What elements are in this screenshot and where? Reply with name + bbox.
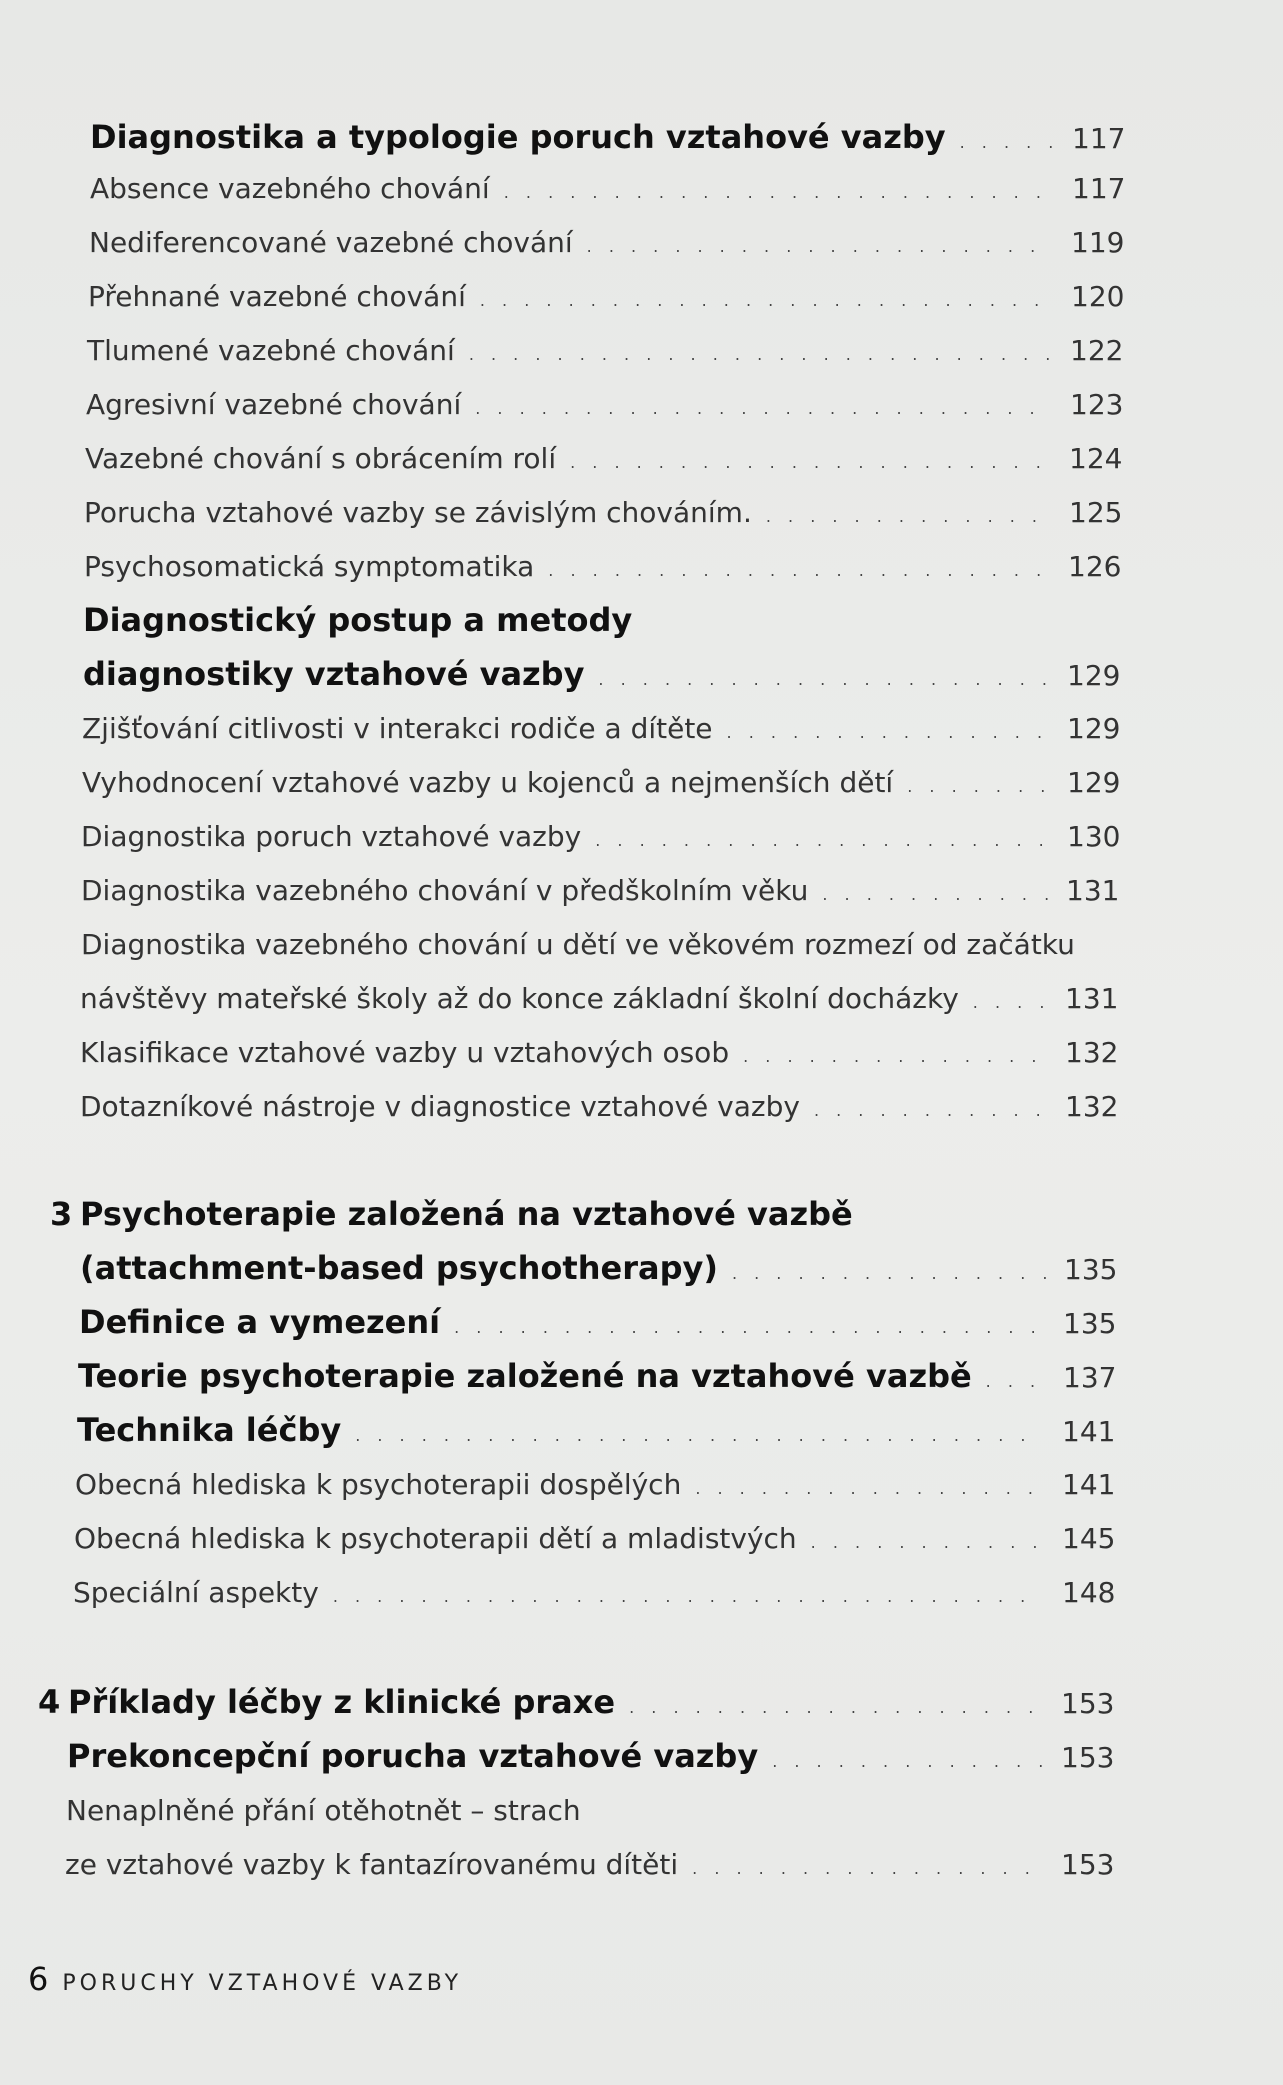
toc-entry bbox=[82, 712, 1121, 745]
toc-page-number: 129 bbox=[1067, 659, 1121, 692]
chapter-title: (attachment-based psychotherapy) bbox=[80, 1249, 718, 1287]
toc-entry bbox=[68, 1683, 1115, 1721]
toc-entry bbox=[83, 655, 1121, 693]
toc-page-number: 122 bbox=[1070, 334, 1124, 367]
toc-subentry: Agresivní vazebné chování bbox=[86, 388, 462, 421]
toc-page-number: 126 bbox=[1068, 550, 1122, 583]
toc-entry bbox=[67, 1737, 1115, 1775]
toc-page-number: 120 bbox=[1071, 280, 1125, 313]
toc-entry bbox=[88, 280, 1125, 313]
leader-dots bbox=[960, 133, 1054, 152]
toc-entry bbox=[80, 982, 1119, 1015]
toc-heading: Teorie psychoterapie založené na vztahové vazbě bbox=[78, 1357, 972, 1395]
toc-page-number: 141 bbox=[1062, 1415, 1116, 1448]
leader-dots bbox=[811, 1533, 1044, 1552]
toc-entry bbox=[82, 766, 1121, 799]
toc-entry bbox=[89, 226, 1125, 259]
toc-page-number: 141 bbox=[1062, 1468, 1116, 1501]
toc-entry bbox=[86, 388, 1124, 421]
leader-dots bbox=[772, 1752, 1043, 1771]
toc-page-number: 123 bbox=[1070, 388, 1124, 421]
toc-entry bbox=[80, 1090, 1119, 1123]
toc-entry bbox=[80, 1036, 1119, 1069]
toc-subentry: Obecná hlediska k psychoterapii dětí a mladistvých bbox=[74, 1522, 797, 1555]
leader-dots bbox=[454, 1318, 1045, 1337]
toc-page-number: 131 bbox=[1065, 982, 1119, 1015]
toc-entry bbox=[85, 442, 1123, 475]
toc-subentry: Psychosomatická symptomatika bbox=[84, 550, 535, 583]
toc-entry bbox=[81, 820, 1121, 853]
toc-page-number: 148 bbox=[1062, 1576, 1116, 1609]
toc-entry bbox=[65, 1848, 1115, 1881]
leader-dots bbox=[480, 291, 1053, 310]
toc-subentry: Speciální aspekty bbox=[73, 1576, 319, 1609]
footer-book-title: PORUCHY VZTAHOVÉ VAZBY bbox=[62, 1971, 463, 1996]
leader-dots bbox=[570, 453, 1051, 472]
leader-dots bbox=[973, 993, 1047, 1012]
leader-dots bbox=[692, 1859, 1043, 1878]
toc-page-number: 132 bbox=[1065, 1036, 1119, 1069]
toc-page-number: 124 bbox=[1069, 442, 1123, 475]
toc-entry bbox=[83, 601, 1113, 639]
toc-page-number: 132 bbox=[1065, 1090, 1119, 1123]
toc-page-number: 153 bbox=[1061, 1741, 1115, 1774]
toc-subentry: Nediferencované vazebné chování bbox=[89, 226, 573, 259]
toc-subentry: Klasifikace vztahové vazby u vztahových osob bbox=[80, 1036, 730, 1069]
page-footer bbox=[28, 1960, 462, 1998]
toc-subentry: Diagnostika poruch vztahové vazby bbox=[81, 820, 582, 853]
leader-dots bbox=[504, 183, 1054, 202]
toc-page-number: 117 bbox=[1072, 122, 1126, 155]
toc-page-number: 153 bbox=[1061, 1687, 1115, 1720]
chapter-number: 3 bbox=[50, 1195, 73, 1233]
toc-heading: Diagnostický postup a metody bbox=[83, 601, 633, 639]
leader-dots bbox=[814, 1101, 1047, 1120]
toc-entry bbox=[90, 172, 1126, 205]
toc-heading: Technika léčby bbox=[77, 1411, 342, 1449]
toc-subentry: Tlumené vazebné chování bbox=[87, 334, 455, 367]
toc-page-number: 145 bbox=[1062, 1522, 1116, 1555]
toc-subentry: Obecná hlediska k psychoterapii dospělých bbox=[75, 1468, 682, 1501]
leader-dots bbox=[333, 1587, 1044, 1606]
toc-entry bbox=[66, 1794, 1107, 1827]
leader-dots bbox=[727, 723, 1049, 742]
toc-page-number: 137 bbox=[1063, 1361, 1117, 1394]
toc-subentry: Diagnostika vazebného chování v předškolním věku bbox=[81, 874, 809, 907]
toc-page-number: 135 bbox=[1064, 1253, 1118, 1286]
toc-entry bbox=[84, 550, 1122, 583]
leader-dots bbox=[595, 831, 1049, 850]
toc-entry bbox=[81, 874, 1120, 907]
toc-entry bbox=[84, 496, 1123, 529]
leader-dots bbox=[907, 777, 1049, 796]
toc-entry bbox=[90, 118, 1126, 156]
chapter-title: Psychoterapie založená na vztahové vazbě bbox=[80, 1195, 853, 1233]
toc-subentry: Dotazníkové nástroje v diagnostice vztahové vazby bbox=[80, 1090, 800, 1123]
toc-subentry: Porucha vztahové vazby se závislým chováním. bbox=[84, 496, 752, 529]
leader-dots bbox=[986, 1372, 1045, 1391]
toc-entry bbox=[74, 1522, 1116, 1555]
toc-entry bbox=[87, 334, 1124, 367]
leader-dots bbox=[548, 561, 1050, 580]
toc-entry bbox=[75, 1468, 1116, 1501]
toc-page-number: 131 bbox=[1066, 874, 1120, 907]
toc-page-number: 119 bbox=[1071, 226, 1125, 259]
toc-page-number: 129 bbox=[1067, 712, 1121, 745]
leader-dots bbox=[475, 399, 1052, 418]
toc-page-number: 130 bbox=[1067, 820, 1121, 853]
footer-page-number: 6 bbox=[28, 1960, 49, 1998]
toc-subentry: Absence vazebného chování bbox=[90, 172, 490, 205]
toc-subentry: ze vztahové vazby k fantazírovanému dítěti bbox=[65, 1848, 679, 1881]
leader-dots bbox=[822, 885, 1048, 904]
leader-dots bbox=[598, 670, 1049, 689]
toc-subentry: Vazebné chování s obrácením rolí bbox=[85, 442, 557, 475]
chapter-title: Příklady léčby z klinické praxe bbox=[68, 1683, 616, 1721]
toc-heading: Diagnostika a typologie poruch vztahové vazby bbox=[90, 118, 946, 156]
toc-subentry: Vyhodnocení vztahové vazby u kojenců a nejmenších dětí bbox=[82, 766, 894, 799]
leader-dots bbox=[732, 1264, 1046, 1283]
toc-entry bbox=[81, 928, 1112, 961]
toc-entry bbox=[80, 1195, 1110, 1233]
leader-dots bbox=[629, 1698, 1043, 1717]
toc-entry bbox=[73, 1576, 1116, 1609]
leader-dots bbox=[355, 1426, 1044, 1445]
toc-subentry: Přehnané vazebné chování bbox=[88, 280, 466, 313]
toc-page-number: 125 bbox=[1069, 496, 1123, 529]
toc-subentry: návštěvy mateřské školy až do konce základní školní docházky bbox=[80, 982, 959, 1015]
toc-subentry: Diagnostika vazebného chování u dětí ve věkovém rozmezí od začátku bbox=[81, 928, 1075, 961]
toc-page-number: 129 bbox=[1067, 766, 1121, 799]
toc-page-number: 153 bbox=[1061, 1848, 1115, 1881]
toc-heading: Prekoncepční porucha vztahové vazby bbox=[67, 1737, 759, 1775]
leader-dots bbox=[695, 1479, 1044, 1498]
leader-dots bbox=[766, 507, 1051, 526]
chapter-number: 4 bbox=[38, 1683, 61, 1721]
toc-page-number: 117 bbox=[1072, 172, 1126, 205]
toc-entry bbox=[79, 1303, 1117, 1341]
toc-heading: Definice a vymezení bbox=[79, 1303, 441, 1341]
toc-subentry: Zjišťování citlivosti v interakci rodiče a dítěte bbox=[82, 712, 713, 745]
toc-entry bbox=[77, 1411, 1116, 1449]
toc-entry bbox=[78, 1357, 1117, 1395]
leader-dots bbox=[469, 345, 1052, 364]
toc-subentry: Nenaplněné přání otěhotnět – strach bbox=[66, 1794, 581, 1827]
leader-dots bbox=[743, 1047, 1047, 1066]
toc-entry bbox=[80, 1249, 1118, 1287]
leader-dots bbox=[587, 237, 1053, 256]
toc-page-number: 135 bbox=[1063, 1307, 1117, 1340]
toc-heading: diagnostiky vztahové vazby bbox=[83, 655, 585, 693]
